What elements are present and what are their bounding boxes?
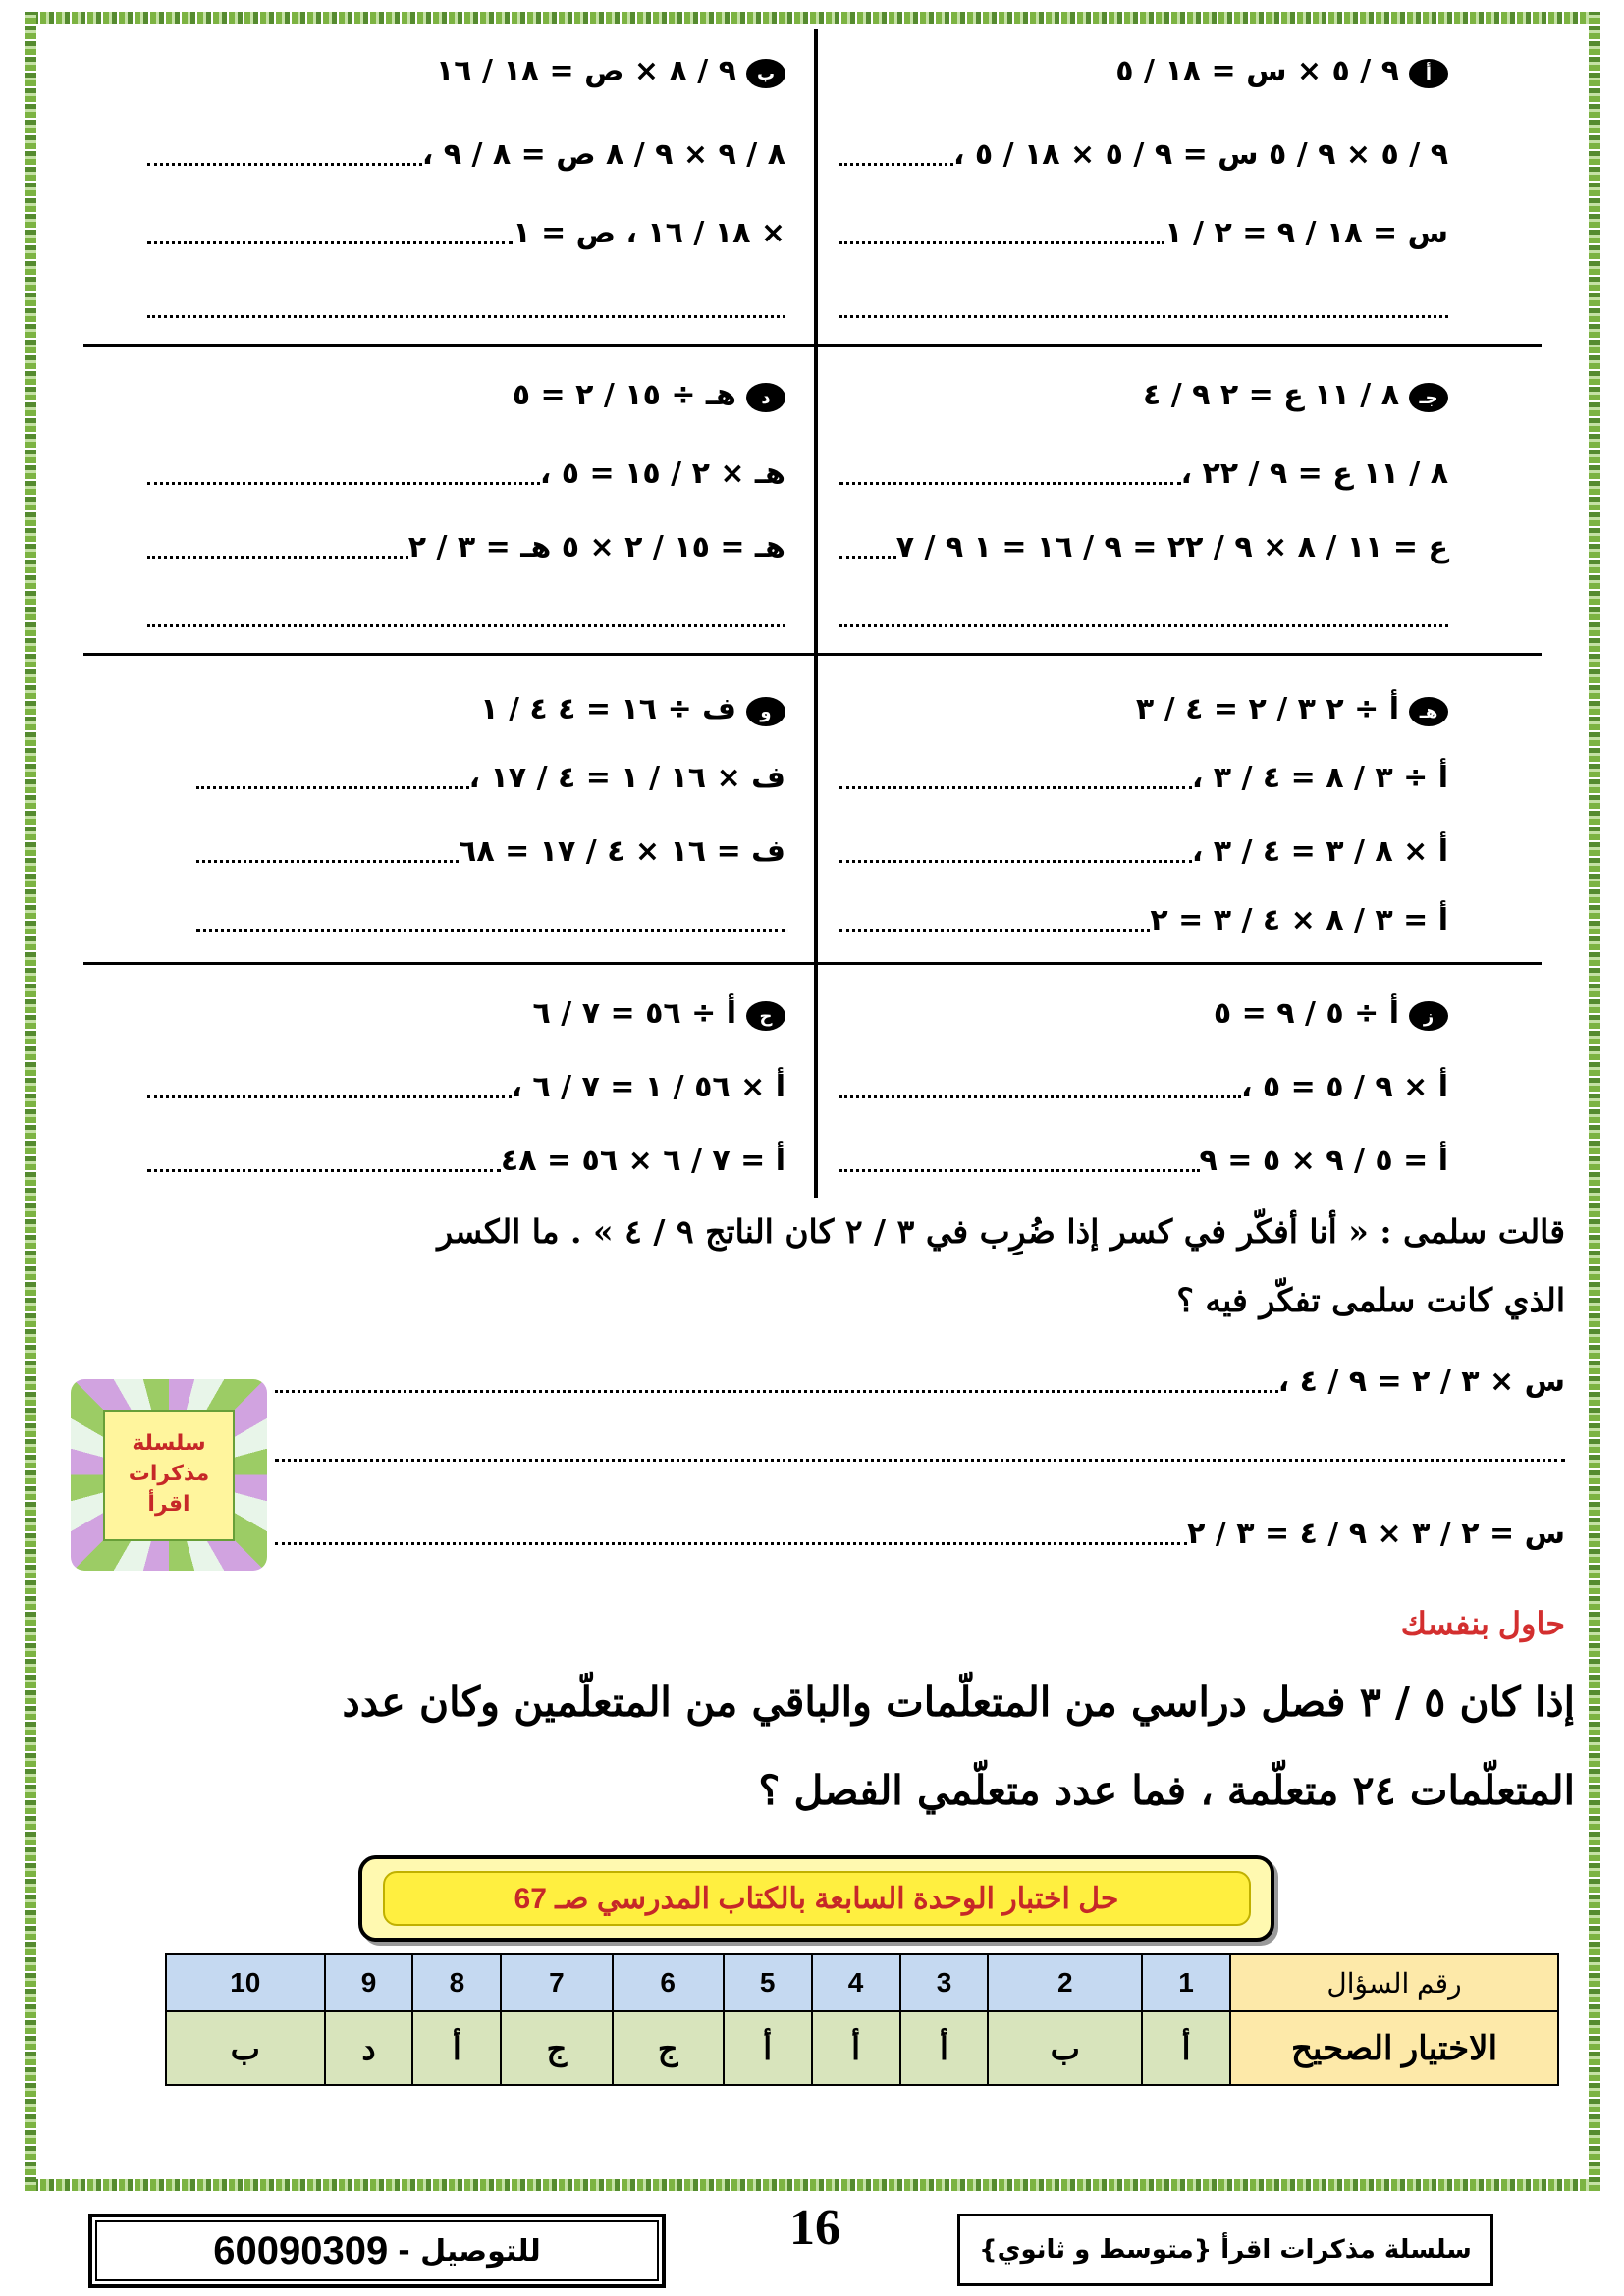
exercise-g [820, 982, 1468, 1193]
exercise-g-line2: أ × ٩ / ٥ = ٥ ، [1241, 1070, 1448, 1104]
q-number: 6 [613, 1954, 724, 2011]
salma-answer-row-blank [275, 1428, 1565, 1468]
exercise-a-badge: أ [1409, 59, 1448, 88]
series-logo-card [103, 1410, 235, 1541]
footer-contact-label: للتوصيل - [398, 2233, 541, 2269]
logo-line3: اقرأ [147, 1491, 190, 1517]
exercise-a-line2: ٩ / ٥ × ٩ / ٥ س = ٩ / ٥ × ١٨ / ٥ ، [952, 137, 1448, 172]
grid-horizontal-3 [83, 962, 1542, 965]
try-line2: المتعلّمات ٢٤ متعلّمة ، فما عدد متعلّمي الفصل ؟ [758, 1767, 1575, 1814]
exercise-b-line3: × ١٨ / ١٦ ، ص = ١ [513, 216, 785, 250]
q-answer: أ [724, 2011, 812, 2085]
exercise-b-line1: ٩ / ٨ × ص = ١٨ / ١٦ [435, 54, 736, 88]
q-answer: أ [412, 2011, 501, 2085]
q-number: 9 [325, 1954, 413, 2011]
border-right [1589, 12, 1600, 2191]
exercise-a-line1: ٩ / ٥ × س = ١٨ / ٥ [1115, 54, 1399, 88]
exercise-c [820, 353, 1468, 648]
answer-table-answers-row [166, 2011, 1558, 2085]
q-answer: أ [1142, 2011, 1230, 2085]
exercise-h-badge: ح [746, 1001, 785, 1031]
q-number: 10 [166, 1954, 325, 2011]
footer-series-box [957, 2214, 1493, 2286]
exercise-d-line2: هـ × ٢ / ١٥ = ٥ ، [539, 456, 785, 491]
exercise-f [177, 677, 805, 962]
exercise-f-line3: ف = ١٦ × ٤ / ١٧ = ٦٨ [459, 834, 785, 869]
logo-line1: سلسلة [132, 1431, 206, 1457]
exercise-e-badge: هـ [1409, 697, 1448, 726]
salma-answer2: س = ٢ / ٣ × ٩ / ٤ = ٣ / ٢ [1187, 1517, 1565, 1551]
footer-series-text: سلسلة مذكرات اقرأ {متوسط و ثانوي} [979, 2235, 1472, 2265]
logo-line2: مذكرات [128, 1462, 210, 1487]
q-answer: ب [988, 2011, 1142, 2085]
q-answer: ب [166, 2011, 325, 2085]
answer-table-row2-label: الاختيار الصحيح [1230, 2011, 1558, 2085]
salma-answer-row1 [275, 1360, 1565, 1399]
answer-table-numbers-row [166, 1954, 1558, 2011]
grid-horizontal-1 [83, 344, 1542, 347]
exercise-a [820, 39, 1468, 334]
answer-table [165, 1953, 1559, 2086]
exercise-d [128, 353, 805, 648]
exercise-c-line3: ع = ١١ / ٨ × ٩ / ٢٢ = ٩ / ١٦ = ١ ٩ / ٧ [895, 530, 1448, 564]
salma-question-line2: الذي كانت سلمى تفكّر فيه ؟ [1176, 1281, 1565, 1319]
exercise-h-line2: أ × ٥٦ / ١ = ٧ / ٦ ، [511, 1070, 785, 1104]
border-left [25, 12, 36, 2191]
exercise-h-line1: أ ÷ ٥٦ = ٧ / ٦ [532, 996, 736, 1031]
exercise-e-line1: أ ÷ ٢ ٣ / ٢ = ٤ / ٣ [1135, 692, 1399, 726]
unit-test-banner-inner [383, 1871, 1251, 1926]
answer-table-row1-label: رقم السؤال [1230, 1954, 1558, 2011]
exercise-h [128, 982, 805, 1193]
footer-contact-box [88, 2214, 666, 2288]
unit-test-banner-text: حل اختبار الوحدة السابعة بالكتاب المدرسي صـ 67 [514, 1882, 1119, 1915]
q-number: 7 [501, 1954, 612, 2011]
border-bottom [25, 2179, 1600, 2191]
q-number: 2 [988, 1954, 1142, 2011]
try-line1: إذا كان ٥ / ٣ فصل دراسي من المتعلّمات والباقي من المتعلّمين وكان عدد [342, 1679, 1575, 1726]
exercise-c-line2: ٨ / ١١ ع = ٩ / ٢٢ ، [1180, 456, 1448, 491]
q-answer: ج [613, 2011, 724, 2085]
q-number: 8 [412, 1954, 501, 2011]
exercise-f-badge: و [746, 697, 785, 726]
exercise-e-line2: أ ÷ ٣ / ٨ = ٤ / ٣ ، [1191, 761, 1448, 795]
exercise-g-line1: أ ÷ ٥ / ٩ = ٥ [1213, 996, 1399, 1031]
q-number: 1 [1142, 1954, 1230, 2011]
q-answer: ج [501, 2011, 612, 2085]
series-logo [71, 1379, 267, 1571]
q-answer: أ [812, 2011, 900, 2085]
border-top [25, 12, 1600, 24]
exercise-c-badge: جـ [1409, 383, 1448, 412]
grid-horizontal-2 [83, 653, 1542, 656]
exercise-g-badge: ز [1409, 1001, 1448, 1031]
q-number: 4 [812, 1954, 900, 2011]
exercise-h-line3: أ = ٧ / ٦ × ٥٦ = ٤٨ [500, 1144, 785, 1178]
exercise-b-line2: ٨ / ٩ × ٩ / ٨ ص = ٨ / ٩ ، [421, 137, 785, 172]
q-number: 3 [900, 1954, 989, 2011]
q-number: 5 [724, 1954, 812, 2011]
exercise-e [820, 677, 1468, 962]
exercise-e-line4: أ = ٣ / ٨ × ٤ / ٣ = ٢ [1150, 903, 1448, 937]
try-heading: حاول بنفسك [1400, 1606, 1565, 1641]
exercise-f-line2: ف × ١٦ / ١ = ٤ / ١٧ ، [468, 761, 785, 795]
salma-answer-row2 [275, 1512, 1565, 1551]
exercise-c-line1: ٨ / ١١ ع = ٢ ٩ / ٤ [1142, 378, 1399, 412]
salma-answer1: س × ٣ / ٢ = ٩ / ٤ ، [1277, 1364, 1565, 1399]
exercise-d-line1: هـ ÷ ١٥ / ٢ = ٥ [512, 378, 736, 412]
salma-question-line1: قالت سلمى : « أنا أفكّر في كسر إذا ضُرِب في ٣ / ٢ كان الناتج ٩ / ٤ » . ما الكسر [437, 1212, 1565, 1251]
unit-test-banner [358, 1855, 1274, 1942]
exercise-a-line3: س = ١٨ / ٩ = ٢ / ١ [1164, 216, 1448, 250]
exercise-d-badge: د [746, 383, 785, 412]
q-answer: د [325, 2011, 413, 2085]
footer-phone: 60090309 [213, 2228, 389, 2272]
exercise-b [128, 39, 805, 334]
exercise-g-line3: أ = ٥ / ٩ × ٥ = ٩ [1199, 1144, 1448, 1178]
q-answer: أ [900, 2011, 989, 2085]
exercise-f-line1: ف ÷ ١٦ = ٤ ٤ / ١ [480, 692, 736, 726]
exercise-b-badge: ب [746, 59, 785, 88]
exercise-e-line3: أ × ٨ / ٣ = ٤ / ٣ ، [1191, 834, 1448, 869]
grid-vertical-divider [814, 29, 818, 1198]
footer-page-number: 16 [789, 2200, 840, 2256]
exercise-d-line3: هـ = ١٥ / ٢ × ٥ هـ = ٣ / ٢ [407, 530, 785, 564]
